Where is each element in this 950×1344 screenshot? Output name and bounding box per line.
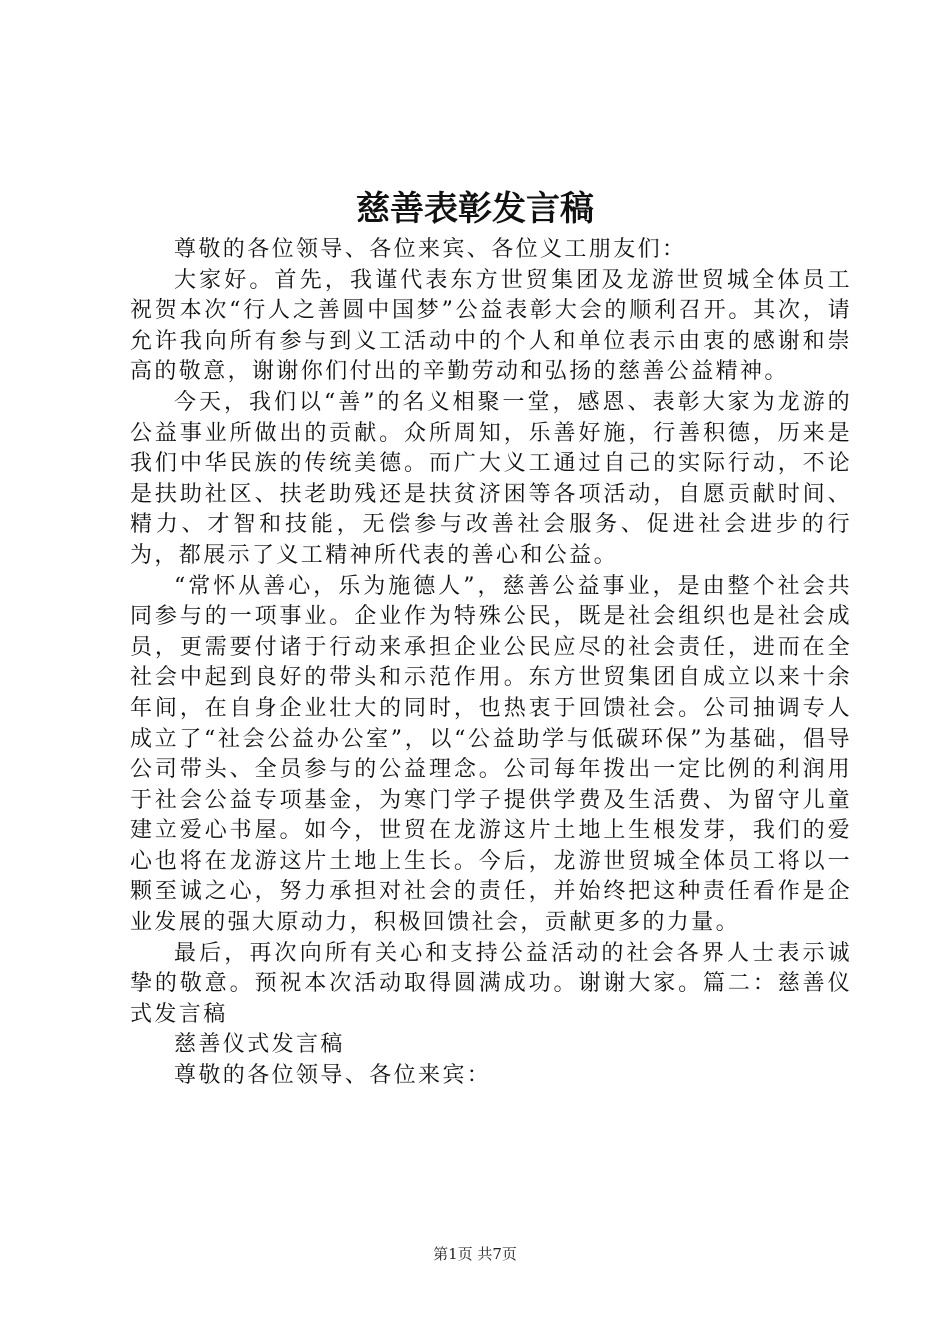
gratitude-paragraph: 今天，我们以“善”的名义相聚一堂，感恩、表彰大家为龙游的公益事业所做出的贡献。众所周知，乐善好施，行善积德，历来是我们中华民族的传统美德。而广大义工通过自己的实际行动，不论是扶助社区、扶老助残还是扶贫济困等各项活动，自愿贡献时间、精力、才智和技能，无偿参与改善社会服务、促进社会进步的行为，都展示了义工精神所代表的善心和公益。 <box>130 389 852 568</box>
salutation-paragraph: 尊敬的各位领导、各位来宾、各位义工朋友们： <box>174 237 687 262</box>
page-number-footer: 第1页 共7页 <box>433 1245 517 1263</box>
opening-paragraph: 大家好。首先，我谨代表东方世贸集团及龙游世贸城全体员工祝贺本次“行人之善圆中国梦”公益表彰大会的顺利召开。其次，请允许我向所有参与到义工活动中的个人和单位表示由衷的感谢和崇高的敬意，谢谢你们付出的辛勤劳动和弘扬的慈善公益精神。 <box>130 267 852 385</box>
document-body <box>130 235 852 1092</box>
company-paragraph: “常怀从善心，乐为施德人”，慈善公益事业，是由整个社会共同参与的一项事业。企业作为特殊公民，既是社会组织也是社会成员，更需要付诸于行动来承担企业公民应尽的社会责任，进而在全社会中起到良好的带头和示范作用。东方世贸集团自成立以来十余年间，在自身企业壮大的同时，也热衷于回馈社会。公司抽调专人成立了“社会公益办公室”，以“公益助学与低碳环保”为基础，倡导公司带头、全员参与的公益理念。公司每年拨出一定比例的利润用于社会公益专项基金，为寒门学子提供学费及生活费、为留守儿童建立爱心书屋。如今，世贸在龙游这片土地上生根发芽，我们的爱心也将在龙游这片土地上生长。今后，龙游世贸城全体员工将以一颗至诚之心，努力承担对社会的责任，并始终把这种责任看作是企业发展的强大原动力，积极回馈社会，贡献更多的力量。 <box>130 573 852 936</box>
second-speech-heading: 慈善仪式发言稿 <box>174 1032 345 1058</box>
closing-paragraph: 最后，再次向所有关心和支持公益活动的社会各界人士表示诚挚的敬意。预祝本次活动取得圆满成功。谢谢大家。篇二：慈善仪式发言稿 <box>130 940 852 1027</box>
document-title: 慈善表彰发言稿 <box>356 189 594 229</box>
second-speech-salutation: 尊敬的各位领导、各位来宾： <box>174 1063 492 1089</box>
